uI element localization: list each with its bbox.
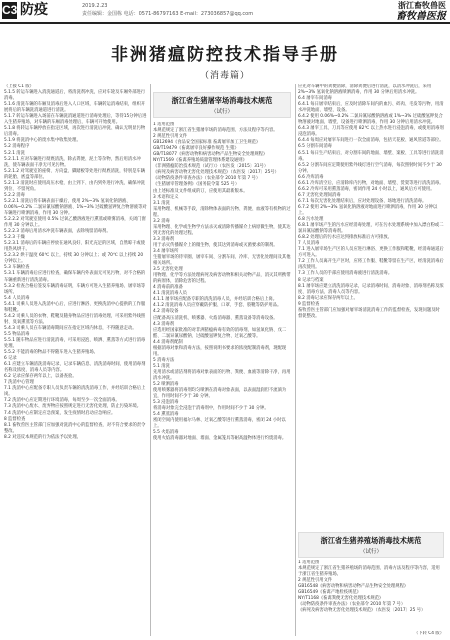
section-code: C3 — [2, 3, 18, 17]
paragraph: 4.1 清洗消毒人员 — [153, 291, 187, 297]
paragraph: 本规范规定了浙江省生猪养殖场的消毒范围、消毒方法及程序等内容，适用于浙江省生猪养殖场。 — [298, 566, 440, 578]
paragraph: GB12694《食品安全国家标准 畜禽屠宰加工卫生规范》 — [153, 140, 261, 146]
paragraph: 《非洲猪瘟防治技术规范（试行）》（农医发〔2015〕31号） — [153, 164, 269, 170]
paragraph: 5.3 浸泡消毒 — [153, 400, 179, 406]
paragraph: 5.3 车辆检查 — [4, 265, 30, 271]
paragraph: 2 规范性引用文件 — [153, 134, 188, 140]
paragraph: 使用喷雾器将消毒剂均匀喷洒在消毒对象表面，以表面湿润但不流淌为宜，作用时间不少于 30 分钟。 — [153, 388, 287, 400]
paragraph: 7.1 洗消中心应配备专职人员负责车辆的清洗消毒工作，并经培训合格后上岗。 — [4, 386, 146, 398]
paragraph: 5.2.3 干燥 — [4, 235, 25, 241]
farm-spec-subtitle: （试行） — [359, 549, 382, 555]
paragraph: 3.4 屠宰场所 — [153, 248, 179, 254]
paragraph: 8.2 对违反本规范的行为依法予以处理。 — [4, 434, 81, 440]
paragraph: 5.5.2 不能消毒的物品不得随车进入生猪养殖场。 — [4, 350, 98, 356]
middle-column — [153, 122, 291, 636]
paragraph: 5.1.8 将转运车辆停放在指定区域，再次进行清洗后冲洗、确认无明显污物后消毒。 — [4, 126, 146, 138]
paragraph: 6.8.2 处理后的污水应达到排放标准后方可排放。 — [298, 235, 392, 241]
paragraph: 4.1.2 清洗消毒人员应穿戴防护服、口罩、手套、胶靴等防护用品。 — [153, 303, 282, 309]
paragraph: 5.5.1 随车物品应进行清洗消毒，可采用浸泡、喷洒、熏蒸等方式进行消毒处理。 — [4, 337, 146, 350]
paragraph: 8.1 畜牧兽医主管部门应加强对洗消中心的监督检查，对不符合要求的责令整改。 — [4, 422, 146, 434]
paragraph: 6.6 冷库消毒 — [298, 174, 324, 180]
paragraph: 5.2.2.2 对驾驶室使用 0.5% 过氧乙酸溶液进行熏蒸或喷雾消毒，关闭门窗作用 30 分钟以上。 — [4, 217, 146, 229]
paragraph: 3.1 清洗 — [153, 200, 170, 206]
right-lower-column — [298, 560, 444, 632]
paragraph: 6.6.1 冷库清空后，应清除库内污物，对地面、墙壁、货架等进行清洗消毒。 — [298, 180, 444, 186]
paragraph: 5.5 火焰消毒 — [153, 430, 179, 436]
paragraph: 6.4 屠宰车间消毒 — [298, 96, 332, 102]
slaughterhouse-spec-title: 浙江省生猪屠宰场消毒技术规范 — [171, 96, 273, 105]
paragraph: 5.2.2.1 清洗后待车辆表面干燥后，使用 2%~3% 氢氧化钠溶液、0.06%~0.2% 二氯异氰尿酸钠溶液、1%~3% 过硫酸氢钾复合物溶液等对车辆进行喷洒消毒，作用 30 分钟。 — [4, 198, 147, 216]
paragraph: 5.2.2 消毒 — [4, 192, 25, 198]
paragraph: 用于杀灭传播媒介上的微生物，使其达到消毒或灭菌要求的制剂。 — [153, 242, 278, 248]
paragraph: 由上述标准及文件组成的订，应使用其最新版本。 — [153, 188, 248, 194]
paragraph: （上接 C1 版） — [4, 84, 34, 89]
paragraph: 4.2 消毒设备 — [153, 309, 179, 315]
paragraph: 8.2 消毒记录应保存两年以上。 — [298, 295, 358, 301]
header-rule — [0, 22, 450, 24]
paragraph: 7.2 洗消中心应定期进行环境消毒，每周至少一次全面消毒。 — [4, 398, 120, 404]
paragraph: 7.4 洗消中心应制定应急预案，发生疫情时启动应急响应。 — [4, 410, 116, 416]
paragraph: 5.1.5 转运车辆进入消洗通道后，将清洗剂冲洗，应对车轮及车厢外部进行消毒。 — [4, 90, 146, 102]
newspaper-logo: 畜牧兽医报 — [396, 11, 446, 22]
paragraph: 5.2 消毒程序 — [4, 144, 30, 150]
paragraph: 6.7.1 每次无害化处理结束后，应对处理设备、场地进行清洗消毒。 — [298, 198, 427, 204]
paragraph: 《动物防疫条件审查办法》（农业部令 2010 年第 7 号） — [298, 602, 406, 608]
slaughterhouse-spec-header — [153, 92, 291, 118]
paragraph: 6.7.2 使用 2%~3% 氢氧化钠溶液对地面进行喷洒消毒，作用 30 分钟以上。 — [298, 204, 438, 216]
paragraph: NY/T1168《畜禽粪便无害化处理技术规范》 — [298, 596, 384, 602]
paragraph: 4.1.1 屠宰场应配备专职的清洗消毒人员，并经培训合格后上岗。 — [153, 297, 278, 303]
paragraph: 8 监督检查 — [4, 416, 26, 422]
paragraph: NY/T1569《畜禽养殖场质量管理体系建设通则》 — [153, 158, 247, 164]
paragraph: 3.2 消毒 — [153, 218, 170, 224]
paragraph: 《病死及病害动物无害化处理技术规范》（农医发〔2017〕25 号） — [298, 608, 426, 614]
paragraph: 1 适用范围 — [298, 560, 320, 565]
section-name: 防疫 — [20, 2, 48, 18]
farm-spec-title: 浙江省生猪养殖场消毒技术规范 — [320, 536, 422, 545]
paragraph: 6.4.1 每日屠宰结束后，应及时清除车间内的血污、碎肉、毛发等污物，用清水冲洗地面、墙壁、设备。 — [298, 102, 444, 114]
paragraph: 7.3 洗消中心废水、废弃物应按照规定进行无害化处理，防止污染环境。 — [4, 404, 142, 410]
article-title: 非洲猪瘟防控技术指导手册 — [111, 45, 339, 65]
paragraph: 用物理、化学等方法处理病死及病害动物和相关动物产品，消灭其所携带的病原体，消除危害的过程。 — [153, 273, 291, 285]
paragraph: 8.1 屠宰场应建立清洗消毒记录，记录消毒时间、消毒对象、消毒剂名称及浓度、消毒方法、消毒人员等内容。 — [298, 283, 444, 295]
right-column — [298, 84, 444, 528]
paragraph: 6 记录 — [4, 356, 17, 362]
paragraph: GB16548《病害动物和病害动物产品生物安全处理规程》 — [298, 584, 409, 590]
paragraph: 应配备高压清洗机、喷雾器、火焰消毒器、熏蒸设备等消毒设备。 — [153, 315, 278, 321]
paragraph: 将消毒对象完全浸泡于消毒剂中，作用时间不少于 30 分钟。 — [153, 406, 269, 412]
paragraph: 畜牧兽医主管部门应加强对屠宰场清洗消毒工作的监督检查，发现问题及时督促整改。 — [298, 307, 440, 319]
paragraph: 6.4.4 每周应对屠宰车间进行一次全面消毒，包括天花板、通风管道等部位。 — [298, 138, 444, 144]
paragraph: GB16549《畜禽产地检疫规范》 — [298, 590, 361, 596]
paragraph: 7 人员消毒 — [298, 241, 320, 247]
paragraph: 5.4.3 司乘人员在车辆消毒期间应在指定区域内休息，不得随意走动。 — [4, 325, 137, 331]
paragraph: 先用清水或清洁剂将消毒对象表面的污物、粪便、血液等清除干净，再用清水冲洗。 — [153, 369, 291, 381]
column-divider — [150, 84, 151, 636]
paragraph: 5.2.1.3 清洗时应使用高压水枪，由上到下、由内到外进行冲洗，确保冲洗到位、不留死角。 — [4, 180, 146, 192]
paragraph: GB/T18077《病害动物和病害动物产品生物安全处理规程》 — [153, 152, 268, 158]
paragraph: 采用物理、化学或生物学方法杀灭或清除传播媒介上病原微生物，使其达到无害化的处理过程。 — [153, 224, 291, 236]
paragraph: 采用物理、机械等手段，清除物体表面的污物、粪便、血液等有机物的过程。 — [153, 206, 291, 218]
issue-date: 2019.2.23 — [82, 3, 108, 9]
paragraph: 5.5 物品消毒 — [4, 331, 30, 337]
paragraph: 5.4 熏蒸消毒 — [153, 412, 179, 418]
paragraph: 《病死及病害动物无害化处理技术规范》（农医发〔2017〕25号） — [153, 170, 279, 176]
paragraph: 5.4.2 司乘人员的衣物、鞋靴及随身物品应进行消毒处理，可采用紫外线照射、臭氧熏蒸等方法。 — [4, 313, 146, 325]
paragraph: 5 消毒方法 — [153, 357, 175, 363]
paragraph: 7.3 工作人员的手部应使用消毒液进行清洗消毒。 — [298, 271, 393, 277]
paragraph: 9 监督检查 — [298, 301, 320, 307]
paragraph: 5.2.1.1 应对车辆进行彻底清洗，除去粪便、泥土等杂物，然后用清水冲洗，使车辆表面干净无可见污物。 — [4, 156, 141, 168]
paragraph: 5.1 清洗 — [153, 363, 170, 369]
paragraph: 5.2.3.1 消毒后的车辆应停放在通风良好、阳光充足的区域，自然晾干或使用热风烘干。 — [4, 241, 146, 253]
paragraph: 7.2 工作人员离开生产区时，应将工作服、鞋靴等留在生产区，经清洗消毒后再次使用。 — [298, 259, 444, 271]
editor-contact: 责任编辑：金国栋 电话：0571-86797163 E-mail：273036857@qq.com — [82, 11, 254, 17]
page-header — [0, 0, 450, 22]
paragraph: 4.4 消毒剂配制 — [153, 339, 183, 345]
paragraph: 5.2.1.2 对驾驶室的座椅、方向盘、脚踏板等处进行彻底清洗，特别是车辆的轮胎、底盘等部位。 — [4, 168, 146, 180]
left-column — [4, 84, 147, 636]
paragraph: 5.2 喷洒消毒 — [153, 382, 179, 388]
paragraph: 6.1 应建立车辆清洗消毒记录，记录车辆信息、清洗消毒时间、使用消毒剂名称及浓度、消毒人员等内容。 — [4, 362, 146, 374]
paragraph: 5.3.1 车辆消毒后应进行检查，确保车辆内外表面无可见污物，对不合格的车辆重新进行清洗消毒。 — [4, 271, 146, 283]
paragraph: 7 洗消中心管理 — [4, 380, 34, 386]
column-divider — [295, 84, 296, 636]
paragraph: 5.2.3.2 烘干温度 60℃ 以上，持续 30 分钟以上；或 70℃ 以上持续 20 分钟以上。 — [4, 253, 144, 265]
newspaper-name: 浙江畜牧兽医 — [398, 1, 446, 10]
paragraph: 密闭空间内使用福尔马林、过氧乙酸等进行熏蒸消毒，密闭 24 小时以上。 — [153, 418, 286, 430]
paragraph: 5.2.2.3 消毒后用清水冲洗车辆表面，去除残留消毒剂。 — [4, 229, 111, 235]
paragraph: 5.4 人员消毒 — [4, 295, 30, 301]
paragraph: 6.5.2 分割车间应定期使用紫外线灯进行空气消毒，每次照射时间不少于 30 分钟。 — [298, 162, 442, 174]
paragraph: 5.3.2 检查合格后签发车辆消毒证明，车辆方可进入生猪养殖场、屠宰场等场所。 — [4, 283, 146, 295]
paragraph: 3.3 消毒剂 — [153, 236, 175, 242]
paragraph: 5.1.9 将洗消中心的废水集中收集处理。 — [4, 138, 81, 144]
paragraph: 4 消毒前的准备 — [153, 285, 183, 291]
paragraph: 2 规范性引用文件 — [298, 578, 333, 584]
paragraph: 6.5 分割车间消毒 — [298, 144, 332, 150]
paragraph: 使用火焰消毒器对地面、墙面、金属笼具等耐高温物体进行灼烧消毒。 — [153, 436, 287, 442]
paragraph: 5.2.1 清洗 — [4, 150, 25, 156]
farm-spec-header — [298, 532, 444, 558]
paragraph: 6.6.2 冷库可采用熏蒸消毒，密闭作用 24 小时以上，通风后方可使用。 — [298, 186, 435, 192]
paragraph: 6.8.1 屠宰场产生的污水应经消毒处理，可在污水处理系统中加入漂白粉或二氯异氰尿酸钠等消毒剂。 — [298, 223, 444, 235]
paragraph: 6.7 无害化处理间消毒 — [298, 192, 341, 198]
paragraph: 7.1 进入屠宰场生产区的人员应进行淋浴、更换工作服和鞋靴，经消毒通道后方可进入。 — [298, 247, 444, 259]
paragraph: 5.1.6 清洗车辆的车厢及消毒后进入人口区域，车辆转运消毒结束，组织开展将后的车辆洗消通道进行清洗。 — [4, 102, 146, 114]
paragraph: 《动物防疫条件审查办法》（农业部令 2010 年第 7 号） — [153, 176, 261, 182]
paragraph: 6.8 污水处理 — [298, 217, 324, 223]
paragraph: 3 术语和定义 — [153, 194, 179, 200]
slaughterhouse-spec-subtitle: （试行） — [210, 109, 233, 115]
paragraph: GB/T19479《畜禽屠宰良好操作规范 生猪》 — [153, 146, 239, 152]
paragraph: 5.4.1 司乘人员进入洗消中心后，应进行淋浴、更换洗消中心提供的工作服和鞋靴。 — [4, 301, 146, 313]
paragraph: 3.5 无害化处理 — [153, 267, 183, 273]
paragraph: 根据消毒对象和消毒方法，按照说明书要求的浓度配制消毒剂，现配现用。 — [153, 345, 287, 357]
paragraph: 8 记录与档案 — [298, 277, 324, 283]
paragraph: 《生猪屠宰管理条例》（国务院令第 525 号） — [153, 182, 240, 188]
continued-note: （下转 C4 版） — [414, 631, 444, 636]
paragraph: 应选用经国家批准的对非洲猪瘟病毒有效的消毒剂，如氢氧化钠、戊二醛、二氯异氰尿酸钠、过硫酸氢钾复合物、过氧乙酸等。 — [153, 327, 287, 339]
paragraph: 6.4.2 使用 0.06%~0.2% 二氯异氰尿酸钠溶液或 1%~3% 过硫酸氢钾复合物溶液对地面、墙壁、设备进行喷洒消毒，作用 30 分钟后用清水冲洗。 — [298, 114, 443, 126]
paragraph: 本规范规定了浙江省生猪屠宰场的消毒范围、方法及程序等内容。 — [153, 128, 278, 134]
paragraph: 6.2 记录应保存两年以上，以备查验。 — [4, 374, 77, 380]
paragraph: 6.5.1 每日生产结束后，对分割车间的地面、墙壁、案板、工具等进行清洗消毒。 — [298, 150, 444, 162]
paragraph: 5.1.7 转运车辆进入场前在车辆洗消通道进行消毒处理后，等待15分钟后进入生猪养殖场，对车辆的车厢消毒处理后，车辆可开始使用。 — [4, 114, 147, 126]
paragraph: 应先对车辆中的粪便清除，清除粪便后进行清洗，以清水冲洗后，采用 2%~3% 氢氧化钠溶液喷洒消毒，作用 30 分钟后用清水冲洗。 — [298, 84, 432, 96]
paragraph: 1 适用范围 — [153, 122, 175, 127]
paragraph: 6.4.3 屠宰工具、刀具等应使用 82℃ 以上热水进行浸泡消毒，或使用消毒剂浸泡消毒。 — [298, 126, 444, 138]
paragraph: 生猪屠宰场的待宰圈、屠宰车间、分割车间、冷库、无害化处理间及其他相关场所。 — [153, 255, 291, 267]
paragraph: 4.3 消毒剂 — [153, 321, 175, 327]
article-subtitle: （消毒篇） — [199, 71, 250, 81]
